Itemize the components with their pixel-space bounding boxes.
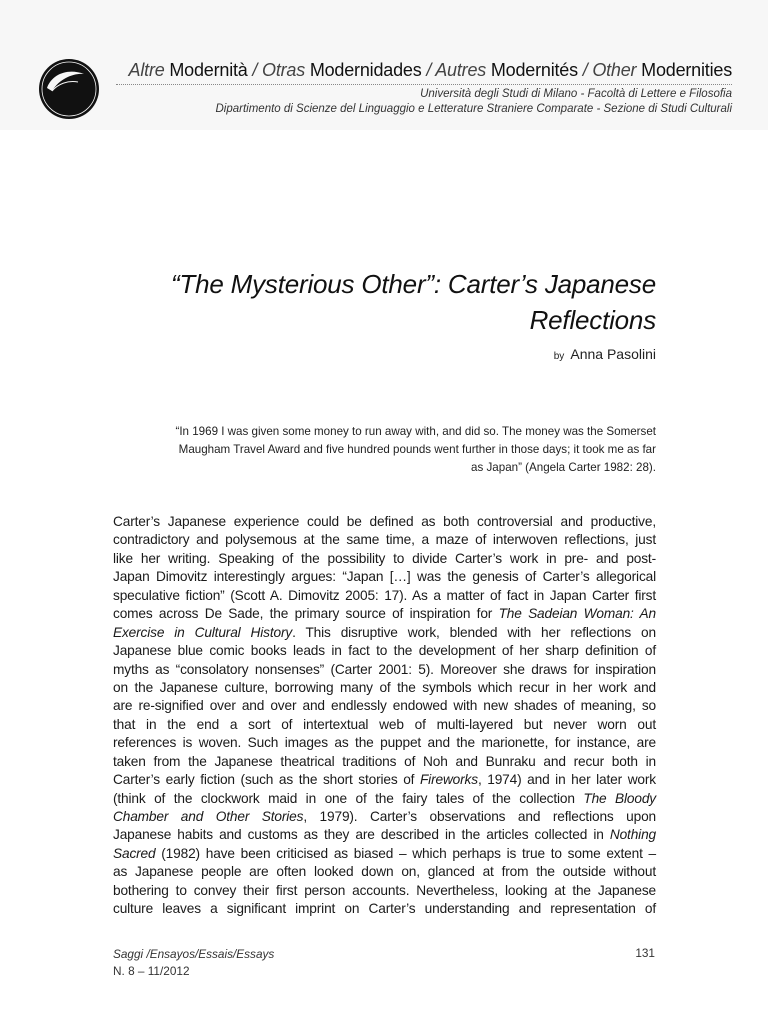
body-line xyxy=(113,679,656,697)
italic-title: Exercise in Cultural History xyxy=(113,624,293,640)
body-text-run: bothering to convey their first person accounts. Nevertheless, looking at the Japanese xyxy=(113,882,656,898)
epigraph-line: as Japan” (Angela Carter 1982: 28). xyxy=(471,461,656,474)
body-text-run: contradictory and polysemous at the same time, a maze of interwoven reflections, just xyxy=(113,532,656,548)
body-text-run: , 1974) and in her later work xyxy=(477,772,656,788)
journal-title-prefix: / Otras xyxy=(247,60,310,80)
italic-title: Nothing xyxy=(609,827,656,843)
epigraph-line: Maugham Travel Award and five hundred pounds went further in those days; it took me as far xyxy=(178,443,656,456)
body-text-run: are re-signified over and over and endlessly endowed with new shades of meaning, so xyxy=(113,698,656,714)
body-text-run: Japan Dimovitz interestingly argues: “Japan […] was the genesis of Carter’s allegorical xyxy=(113,569,656,585)
body-text-run: . This disruptive work, blended with her reflections on xyxy=(292,624,656,640)
epigraph-line: “In 1969 I was given some money to run away with, and did so. The money was the Somerset xyxy=(175,425,656,438)
body-line xyxy=(113,734,656,752)
italic-title: The Sadeian Woman: An xyxy=(498,606,656,622)
body-line xyxy=(113,661,656,679)
italic-title: The Bloody xyxy=(583,790,656,806)
body-text-run: like her writing. Speaking of the possibility to divide Carter’s work in pre- and post- xyxy=(113,550,656,566)
body-text-run: speculative fiction” (Scott A. Dimovitz 2005: 17). As a matter of fact in Japan Carter first xyxy=(113,587,656,603)
body-line xyxy=(113,808,656,826)
journal-title-prefix: / Other xyxy=(577,60,642,80)
body-paragraph xyxy=(113,513,656,919)
byline-label: by xyxy=(553,351,565,362)
journal-title-word: Modernidades xyxy=(309,60,422,80)
article-title-line: Reflections xyxy=(529,305,656,335)
body-text-run: (think of the clockwork maid in one of the fairy tales of the collection xyxy=(113,790,584,806)
italic-title: Sacred xyxy=(113,845,156,861)
body-line xyxy=(113,605,656,623)
body-text-run: taken from the Japanese theatrical traditions of Noh and Bunraku and recur both in xyxy=(113,753,656,769)
body-line xyxy=(113,845,656,863)
body-line xyxy=(113,826,656,844)
body-text-run: Carter’s Japanese experience could be defined as both controversial and productive, xyxy=(113,514,656,529)
journal-title-prefix: Altre xyxy=(128,60,170,80)
body-text-run: Japanese habits and customs as they are described in the articles collected in xyxy=(113,827,610,843)
byline xyxy=(554,346,656,362)
body-line xyxy=(113,771,656,789)
italic-title: Fireworks xyxy=(419,772,478,788)
body-line xyxy=(113,587,656,605)
header-divider xyxy=(116,84,732,85)
body-text-run: , 1979). Carter’s observations and reflections upon xyxy=(303,809,657,824)
epigraph xyxy=(96,423,656,477)
page-number: 131 xyxy=(635,946,655,960)
body-line xyxy=(113,716,656,734)
journal-title-prefix: / Autres xyxy=(421,60,491,80)
body-text-run: references is woven. Such images as the puppet and the marionette, for instance, are xyxy=(113,735,656,751)
body-text-run: Japanese blue comic books leads in fact to the development of her sharp definition of xyxy=(113,643,656,659)
article-title-line: “The Mysterious Other”: Carter’s Japanese xyxy=(170,269,656,299)
article-title xyxy=(116,266,656,338)
journal-header xyxy=(0,0,768,130)
university-line: Università degli Studi di Milano - Facoltà di Lettere e Filosofia xyxy=(420,88,732,100)
body-line xyxy=(113,863,656,881)
body-text-run: myths as “consolatory nonsenses” (Carter 2001: 5). Moreover she draws for inspiration xyxy=(113,661,656,677)
body-text-run: comes across De Sade, the primary source of inspiration for xyxy=(113,606,499,622)
footer-section: Saggi /Ensayos/Essais/Essays xyxy=(113,947,275,961)
body-text-run: that in the end a sort of intertextual web of multi-layered but never worn out xyxy=(113,716,656,732)
body-line xyxy=(113,531,656,549)
body-line xyxy=(113,624,656,642)
body-line xyxy=(113,642,656,660)
body-text-run: as Japanese people are often looked down on, glanced at from the outside without xyxy=(113,864,656,880)
body-line xyxy=(113,550,656,568)
body-line xyxy=(113,697,656,715)
journal-title-word: Modernités xyxy=(490,60,578,80)
department-line: Dipartimento di Scienze del Linguaggio e Letterature Straniere Comparate - Sezione di Studi Culturali xyxy=(215,103,732,115)
journal-title-word: Modernities xyxy=(641,60,732,80)
body-text-run: Carter’s early fiction (such as the short stories of xyxy=(113,772,420,788)
body-line xyxy=(113,513,656,531)
italic-title: Chamber and Other Stories xyxy=(113,809,304,824)
journal-logo-icon xyxy=(38,58,100,120)
footer-info xyxy=(113,946,274,980)
journal-title-word: Modernità xyxy=(169,60,248,80)
body-line xyxy=(113,882,656,900)
body-text-run: on the Japanese culture, borrowing many of the symbols which recur in her work and xyxy=(113,679,656,695)
body-line xyxy=(113,753,656,771)
body-line xyxy=(113,568,656,586)
body-text-run: (1982) have been criticised as biased – which perhaps is true to some extent – xyxy=(155,845,656,861)
journal-title xyxy=(129,60,732,81)
author-name: Anna Pasolini xyxy=(570,346,656,362)
footer-issue: N. 8 – 11/2012 xyxy=(113,964,190,978)
body-line xyxy=(113,790,656,808)
body-line xyxy=(113,900,656,918)
body-text-run: culture leaves a significant imprint on Carter’s understanding and representation of xyxy=(113,901,656,917)
